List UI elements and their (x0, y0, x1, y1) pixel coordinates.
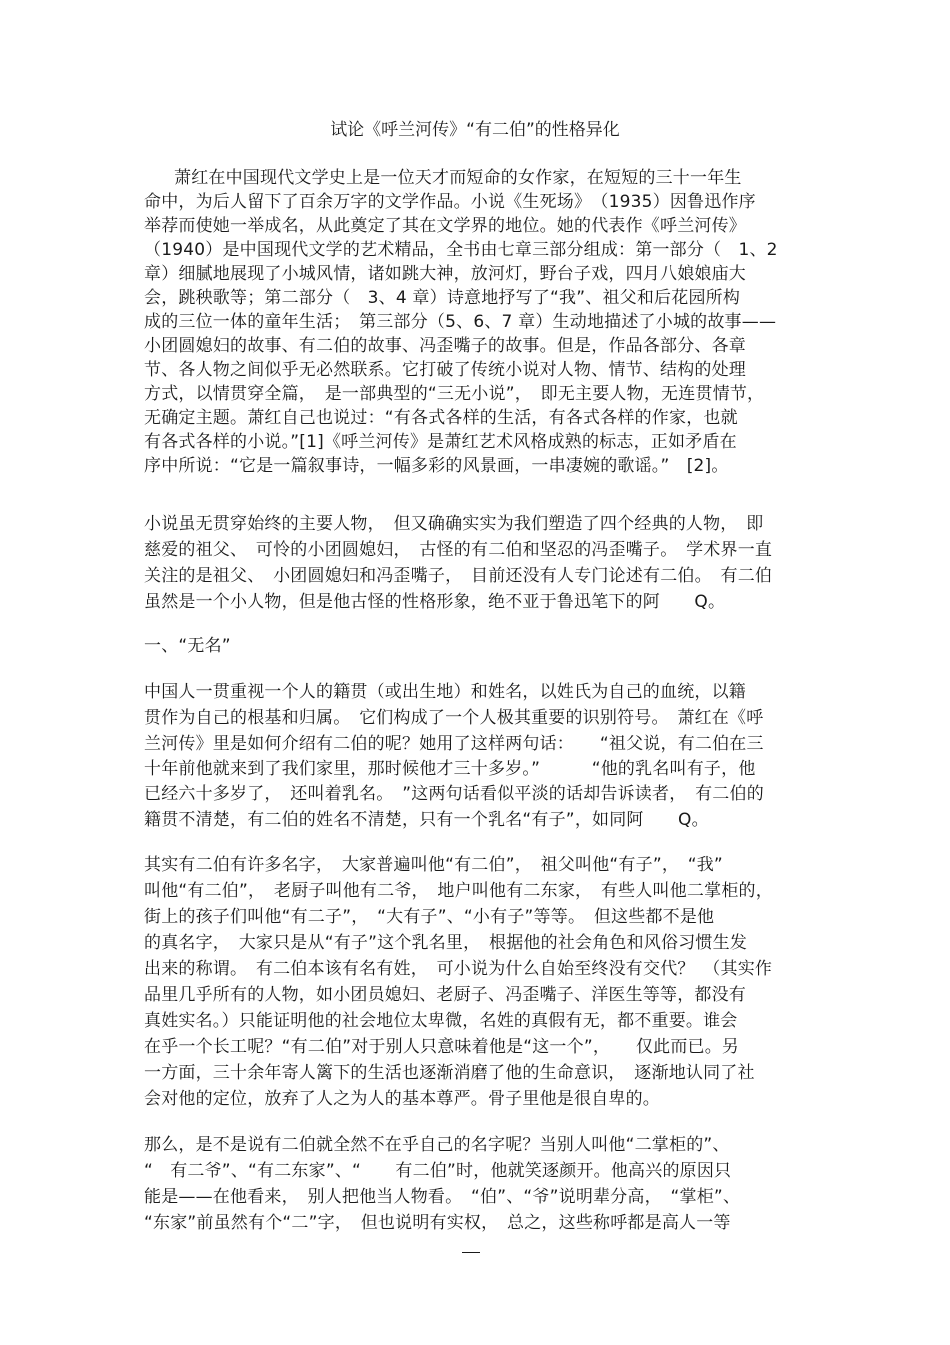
paragraph-line: 有各式各样的小说。”[1]《呼兰河传》是萧红艺术风格成熟的标志，正如矛盾在 (144, 432, 737, 452)
paragraph-line: 虽然是一个小人物，但是他古怪的性格形象，绝不亚于鲁迅笔下的阿 Q。 (144, 592, 726, 612)
paragraph-line: 那么，是不是说有二伯就全然不在乎自己的名字呢？当别人叫他“二掌柜的”、 (144, 1135, 730, 1155)
page-footer-mark (462, 1252, 480, 1253)
paragraph-line: 中国人一贯重视一个人的籍贯（或出生地）和姓名，以姓氏为自己的血统，以籍 (144, 682, 746, 702)
paragraph-line: 命中，为后人留下了百余万字的文学作品。小说《生死场》 （1935）因鲁迅作序 (144, 192, 756, 212)
paragraph-line: （1940）是中国现代文学的艺术精品，全书由七章三部分组成：第一部分（ 1、2 (144, 240, 778, 260)
paragraph-line: 章）细腻地展现了小城风情，诸如跳大神，放河灯，野台子戏，四月八娘娘庙大 (144, 264, 746, 284)
paragraph-line: 方式，以情贯穿全篇， 是一部典型的“三无小说”， 即无主要人物，无连贯情节， (144, 384, 765, 404)
paragraph-line: 慈爱的祖父、 可怜的小团圆媳妇， 古怪的有二伯和坚忍的冯歪嘴子。 学术界一直 (144, 540, 773, 560)
paragraph-line: 节、各人物之间似乎无必然联系。它打破了传统小说对人物、情节、结构的处理 (144, 360, 746, 380)
paragraph-line: 萧红在中国现代文学史上是一位天才而短命的女作家，在短短的三十一年生 (174, 168, 742, 188)
paragraph-line: 十年前他就来到了我们家里，那时候他才三十多岁。” “他的乳名叫有子，他 (144, 759, 756, 779)
paragraph-line: 举荐而使她一举成名，从此奠定了其在文学界的地位。她的代表作《呼兰河传》 (144, 216, 746, 236)
paragraph-line: 关注的是祖父、 小团圆媳妇和冯歪嘴子， 目前还没有人专门论述有二伯。 有二伯 (144, 566, 773, 586)
paragraph-line: 籍贯不清楚，有二伯的姓名不清楚，只有一个乳名“有子”，如同阿 Q。 (144, 810, 709, 830)
paragraph-line: 序中所说：“它是一篇叙事诗，一幅多彩的风景画，一串凄婉的歌谣。” [2]。 (144, 456, 729, 476)
paragraph-line: 真姓实名。）只能证明他的社会地位太卑微，名姓的真假有无，都不重要。谁会 (144, 1011, 738, 1031)
paragraph-line: 出来的称谓。 有二伯本该有名有姓， 可小说为什么自始至终没有交代？ （其实作 (144, 959, 773, 979)
paragraph-line: 会，跳秧歌等；第二部分（ 3、4 章）诗意地抒写了“我”、祖父和后花园所构 (144, 288, 741, 308)
paragraph-line: 的真名字， 大家只是从“有子”这个乳名里， 根据他的社会角色和风俗习惯生发 (144, 933, 748, 953)
section-heading: 一、“无名” (144, 636, 231, 656)
paragraph-line: “东家”前虽然有个“二”字， 但也说明有实权， 总之，这些称呼都是高人一等 (144, 1213, 731, 1233)
paragraph-line: 在乎一个长工呢？“有二伯”对于别人只意味着他是“这一个”， 仅此而已。另 (144, 1037, 740, 1057)
paragraph-line: 小说虽无贯穿始终的主要人物， 但又确确实实为我们塑造了四个经典的人物， 即 (144, 514, 764, 534)
paragraph-line: 无确定主题。萧红自己也说过：“有各式各样的生活，有各式各样的作家，也就 (144, 408, 738, 428)
paragraph-line: “ 有二爷”、“有二东家”、“ 有二伯”时，他就笑逐颜开。他高兴的原因只 (144, 1161, 732, 1181)
paragraph-line: 已经六十多岁了， 还叫着乳名。 ”这两句话看似平淡的话却告诉读者， 有二伯的 (144, 784, 764, 804)
paragraph-line: 品里几乎所有的人物，如小团员媳妇、老厨子、冯歪嘴子、洋医生等等，都没有 (144, 985, 746, 1005)
paragraph-line: 街上的孩子们叫他“有二子”， “大有子”、“小有子”等等。 但这些都不是他 (144, 907, 715, 927)
paragraph-line: 小团圆媳妇的故事、有二伯的故事、冯歪嘴子的故事。但是，作品各部分、各章 (144, 336, 746, 356)
paragraph-line: 能是——在他看来， 别人把他当人物看。 “伯”、“爷”说明辈分高， “掌柜”、 (144, 1187, 741, 1207)
paragraph-line: 会对他的定位，放弃了人之为人的基本尊严。骨子里他是很自卑的。 (144, 1089, 660, 1109)
paragraph-line: 兰河传》里是如何介绍有二伯的呢？她用了这样两句话： “祖父说，有二伯在三 (144, 734, 764, 754)
document-title: 试论《呼兰河传》“有二伯”的性格异化 (330, 120, 620, 140)
paragraph-line: 其实有二伯有许多名字， 大家普遍叫他“有二伯”， 祖父叫他“有子”， “我” (144, 855, 723, 875)
paragraph-line: 叫他“有二伯”， 老厨子叫他有二爷， 地户叫他有二东家， 有些人叫他二掌柜的， (144, 881, 773, 901)
paragraph-line: 一方面，三十余年寄人篱下的生活也逐渐消磨了他的生命意识， 逐渐地认同了社 (144, 1063, 755, 1083)
paragraph-line: 成的三位一体的童年生活； 第三部分（5、6、7 章）生动地描述了小城的故事—— (144, 312, 777, 332)
paragraph-line: 贯作为自己的根基和归属。 它们构成了一个人极其重要的识别符号。 萧红在《呼 (144, 708, 764, 728)
